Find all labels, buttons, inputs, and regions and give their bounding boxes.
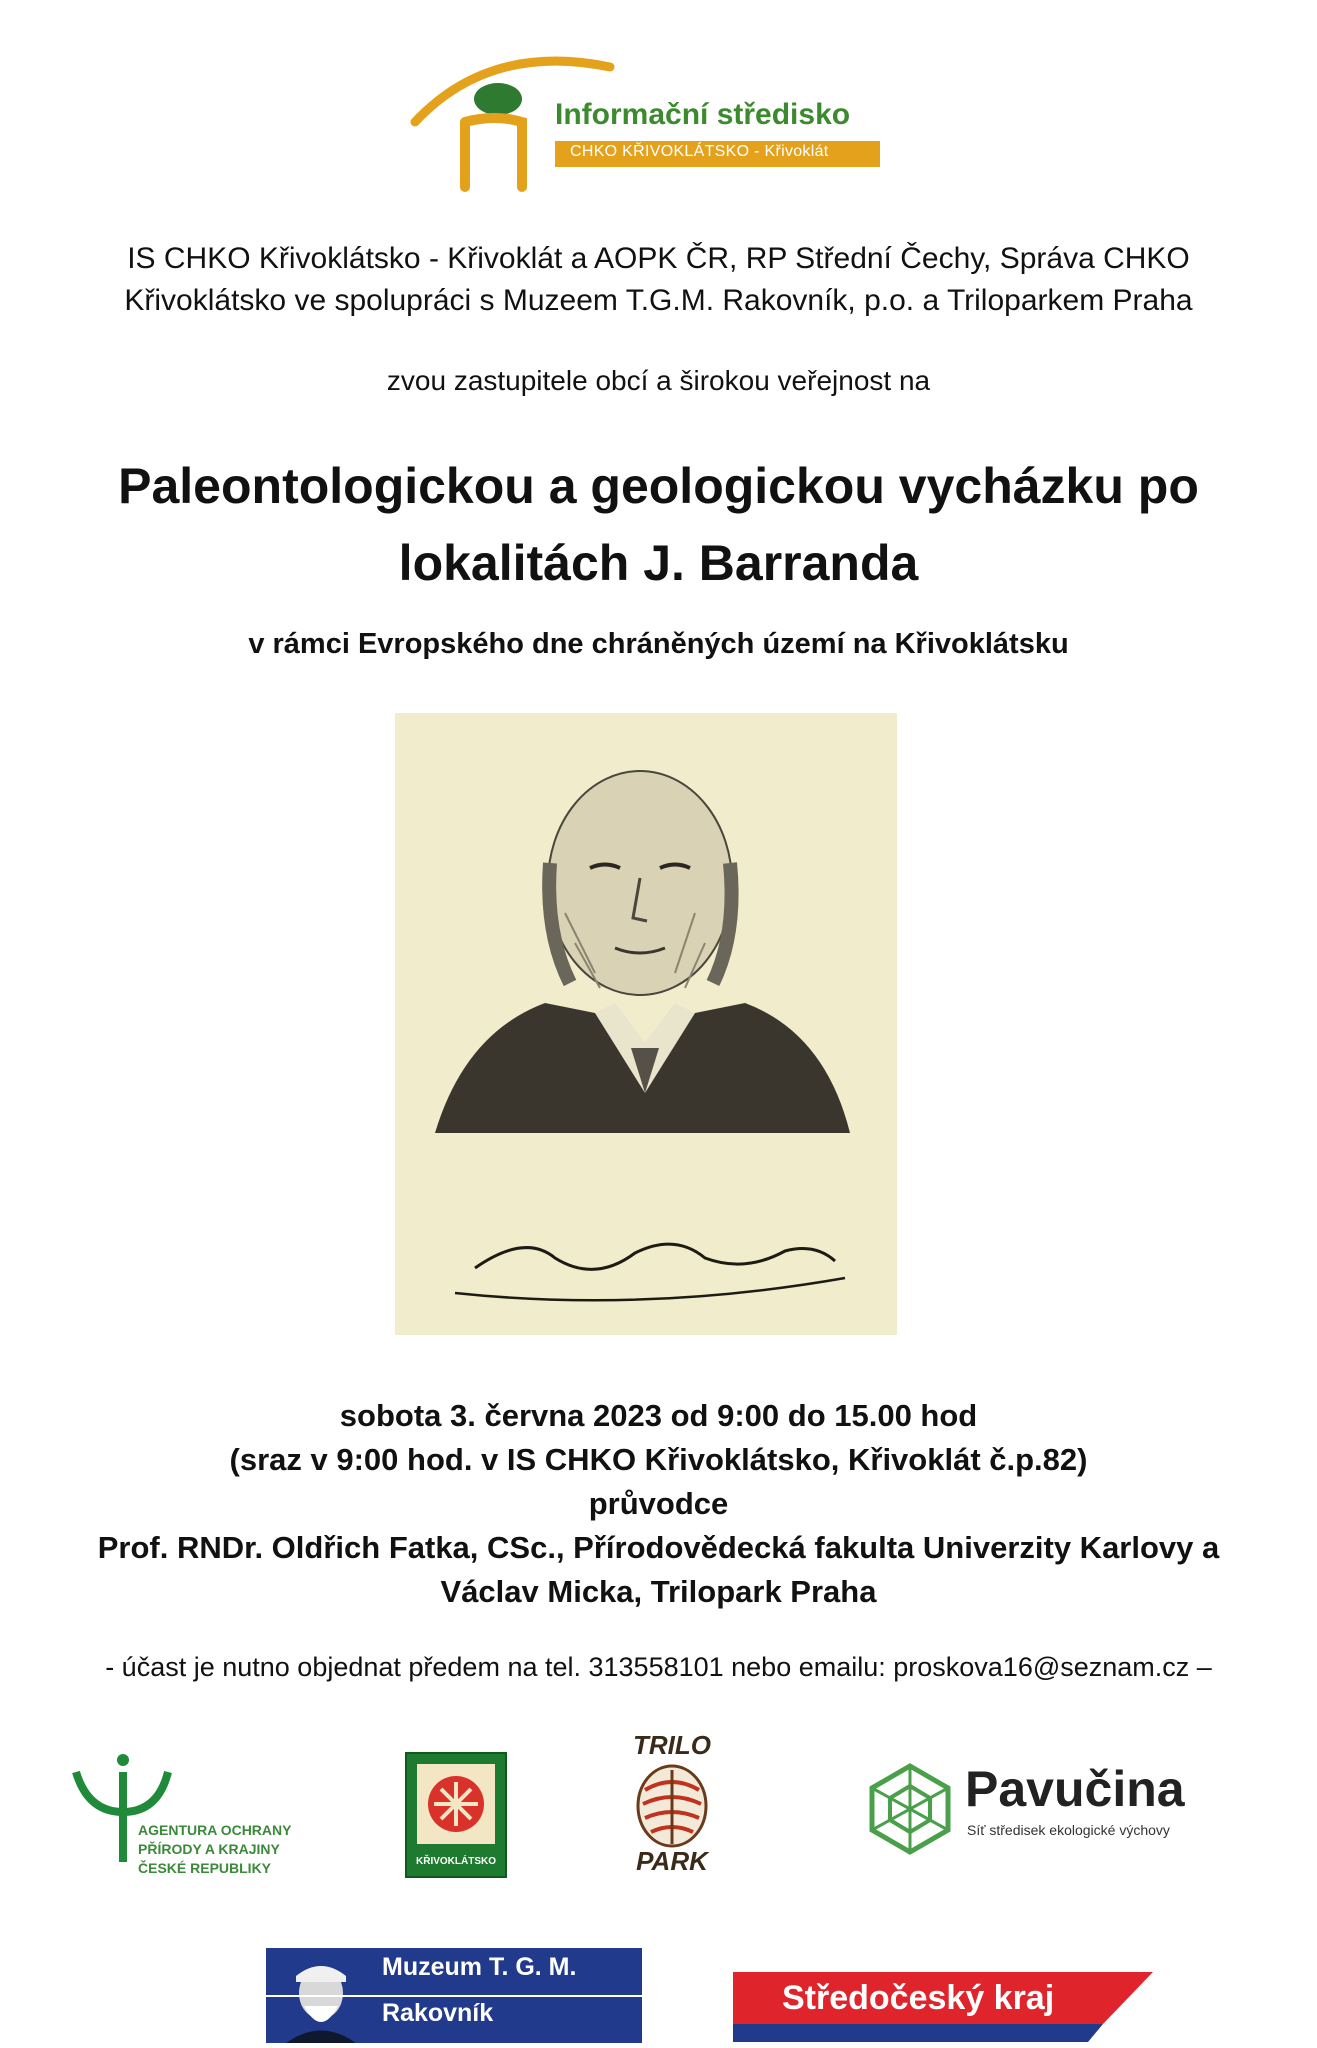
krivoklatsko-emblem-icon	[407, 1754, 505, 1854]
aopk-line-2: PŘÍRODY A KRAJINY	[138, 1841, 280, 1857]
barrande-portrait	[395, 713, 897, 1335]
guide-line-1: Prof. RNDr. Oldřich Fatka, CSc., Přírodovědecká fakulta Univerzity Karlovy a	[97, 1530, 1220, 1565]
logo-title: Informační středisko	[555, 98, 851, 131]
krivoklatsko-logo-text: KŘIVOKLÁTSKO	[416, 1856, 496, 1867]
event-date: sobota 3. června 2023 od 9:00 do 15.00 hod	[339, 1398, 978, 1433]
event-subtitle: v rámci Evropského dne chráněných území na Křivoklátsku	[248, 628, 1069, 660]
pavucina-subtitle: Síť středisek ekologické výchovy	[967, 1822, 1170, 1838]
event-title-line-2: lokalitách J. Barranda	[398, 535, 919, 591]
aopk-logo-text	[138, 1821, 291, 1878]
museum-line-2: Rakovník	[382, 1999, 494, 2027]
trilopark-bottom-text: PARK	[636, 1846, 708, 1876]
museum-logo-divider	[266, 1995, 642, 1997]
aopk-line-3: ČESKÉ REPUBLIKY	[138, 1860, 272, 1876]
intro-line-1: IS CHKO Křivoklátsko - Křivoklát a AOPK ČR, RP Střední Čechy, Správa CHKO	[127, 242, 1190, 275]
guide-line-2: Václav Micka, Trilopark Praha	[440, 1574, 877, 1609]
aopk-line-1: AGENTURA OCHRANY	[138, 1822, 292, 1838]
invite-text: zvou zastupitele obcí a širokou veřejnost na	[386, 365, 931, 396]
logo-subtitle: CHKO KŘIVOKLÁTSKO - Křivoklát	[570, 143, 829, 160]
guide-heading: průvodce	[588, 1486, 729, 1521]
pavucina-name: Pavučina	[965, 1761, 1185, 1817]
intro-line-2: Křivoklátsko ve spolupráci s Muzeem T.G.M. Rakovník, p.o. a Triloparkem Praha	[124, 284, 1193, 317]
museum-line-1: Muzeum T. G. M.	[382, 1953, 577, 1981]
meeting-point: (sraz v 9:00 hod. v IS CHKO Křivoklátsko, Křivoklát č.p.82)	[229, 1442, 1088, 1477]
event-title-line-1: Paleontologickou a geologickou vycházku po	[118, 458, 1199, 514]
trilopark-top-text: TRILO	[633, 1730, 711, 1760]
registration-note: - účast je nutno objednat předem na tel. 313558101 nebo emailu: proskova16@seznam.cz –	[105, 1652, 1212, 1682]
stredocesky-kraj-text: Středočeský kraj	[782, 1979, 1055, 2017]
